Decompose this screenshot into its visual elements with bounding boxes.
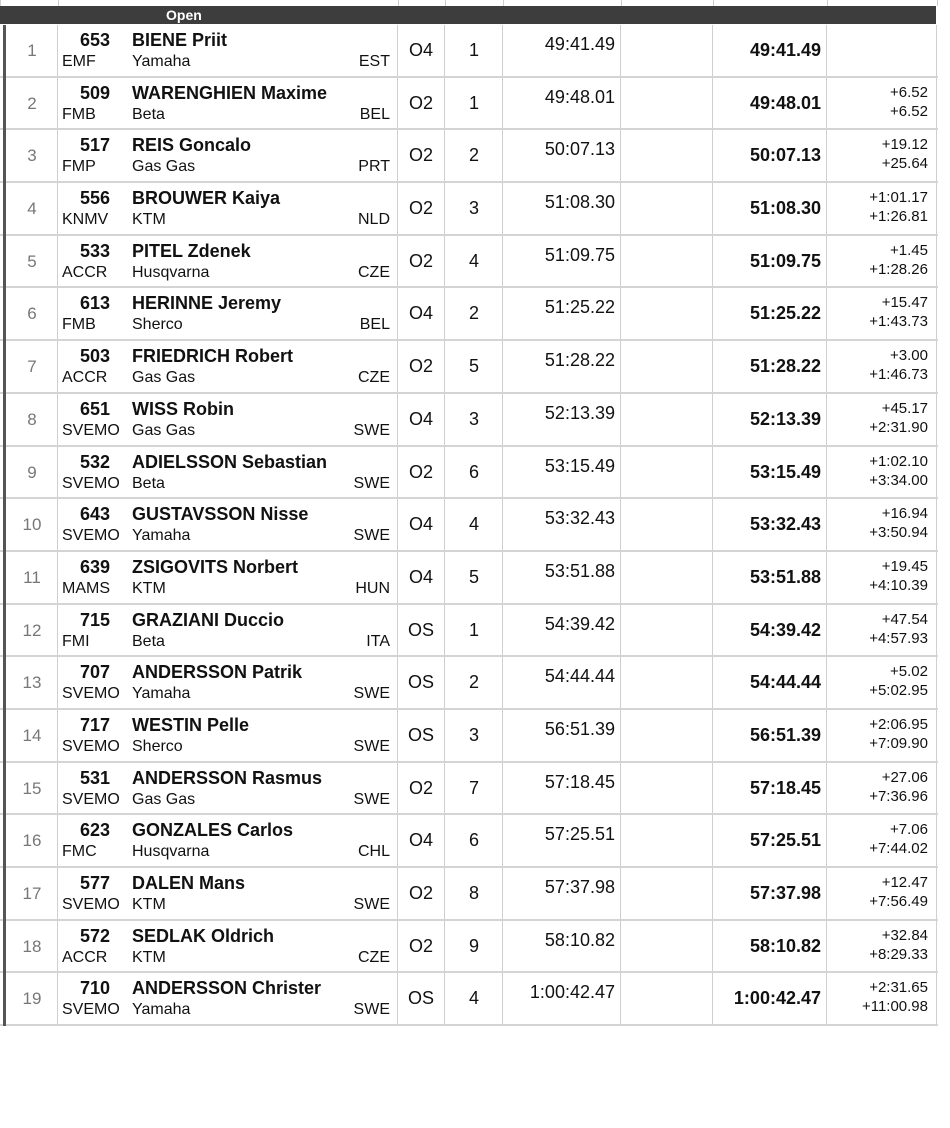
federation: ACCR bbox=[62, 263, 108, 281]
gap-first: +7:36.96 bbox=[869, 787, 928, 805]
nationality: CHL bbox=[357, 843, 390, 861]
class-position: 2 bbox=[468, 303, 479, 324]
gap-previous: +3.00 bbox=[890, 347, 928, 365]
nationality: BEL bbox=[359, 105, 390, 123]
gap-first: +25.64 bbox=[881, 155, 928, 173]
motorcycle-brand: KTM bbox=[132, 896, 166, 913]
rider-name: BROUWER Kaiya bbox=[132, 188, 281, 209]
class-position: 3 bbox=[468, 408, 479, 429]
rider-number: 710 bbox=[79, 978, 110, 999]
total-time: 49:41.49 bbox=[749, 40, 821, 60]
federation: SVEMO bbox=[62, 790, 120, 808]
position: 3 bbox=[27, 146, 37, 166]
class-position: 6 bbox=[468, 830, 479, 851]
class: O2 bbox=[408, 250, 433, 271]
position: 14 bbox=[22, 725, 42, 745]
position: 6 bbox=[27, 304, 37, 324]
class: OS bbox=[407, 672, 434, 693]
class: O2 bbox=[408, 777, 433, 798]
position: 18 bbox=[22, 936, 42, 956]
rider-name: SEDLAK Oldrich bbox=[132, 925, 275, 946]
table-row bbox=[0, 78, 938, 131]
rider-number: 639 bbox=[79, 556, 110, 577]
gap-first: +1:43.73 bbox=[869, 313, 928, 331]
gap-previous: +15.47 bbox=[881, 294, 928, 312]
position: 10 bbox=[22, 515, 42, 535]
rider-name: HERINNE Jeremy bbox=[132, 293, 282, 314]
rider-name: ANDERSSON Patrik bbox=[132, 662, 303, 683]
nationality: SWE bbox=[353, 685, 390, 703]
class-position: 4 bbox=[468, 514, 479, 535]
rider-number: 531 bbox=[79, 767, 110, 788]
class-position: 4 bbox=[468, 250, 479, 271]
class: O2 bbox=[408, 145, 433, 166]
total-time: 53:51.88 bbox=[749, 566, 821, 587]
rider-number: 556 bbox=[79, 188, 110, 209]
class: O4 bbox=[408, 40, 433, 60]
rider-name: GRAZIANI Duccio bbox=[132, 609, 285, 630]
nationality: SWE bbox=[353, 474, 390, 492]
position: 13 bbox=[22, 673, 42, 693]
total-time: 51:08.30 bbox=[749, 198, 821, 219]
gap-first: +1:26.81 bbox=[869, 208, 928, 226]
total-time: 49:48.01 bbox=[749, 92, 821, 113]
federation: EMF bbox=[62, 53, 96, 70]
gap-first: +4:57.93 bbox=[869, 629, 928, 647]
motorcycle-brand: Beta bbox=[132, 474, 165, 492]
position: 4 bbox=[27, 199, 37, 219]
rider-number: 533 bbox=[79, 240, 110, 261]
lap-time: 51:25.22 bbox=[544, 297, 615, 318]
class-position: 3 bbox=[468, 724, 479, 745]
motorcycle-brand: Gas Gas bbox=[132, 158, 196, 176]
table-row bbox=[0, 710, 938, 763]
rider-name: REIS Goncalo bbox=[132, 135, 252, 156]
gap-previous: +32.84 bbox=[881, 926, 928, 944]
federation: ACCR bbox=[62, 369, 108, 387]
total-time: 53:15.49 bbox=[749, 461, 821, 482]
lap-time: 53:51.88 bbox=[544, 560, 615, 581]
nationality: CZE bbox=[358, 948, 390, 966]
gap-first: +8:29.33 bbox=[869, 945, 928, 963]
total-time: 51:25.22 bbox=[749, 303, 821, 324]
class-position: 8 bbox=[468, 883, 479, 903]
total-time: 51:09.75 bbox=[749, 250, 821, 271]
position: 19 bbox=[22, 989, 42, 1009]
nationality: NLD bbox=[357, 211, 390, 229]
gap-first: +1:46.73 bbox=[869, 366, 928, 384]
class: O2 bbox=[408, 92, 433, 113]
motorcycle-brand: Beta bbox=[132, 105, 165, 123]
nationality: ITA bbox=[366, 632, 390, 650]
nationality: BEL bbox=[359, 316, 390, 334]
class: OS bbox=[407, 619, 434, 640]
gap-previous: +1.45 bbox=[890, 241, 928, 259]
lap-time: 53:15.49 bbox=[544, 455, 615, 476]
nationality: SWE bbox=[353, 896, 390, 913]
rider-number: 572 bbox=[79, 925, 110, 946]
federation: FMP bbox=[62, 158, 96, 176]
federation: ACCR bbox=[62, 948, 108, 966]
position: 17 bbox=[22, 884, 42, 903]
federation: SVEMO bbox=[62, 421, 120, 439]
class-position: 1 bbox=[468, 92, 479, 113]
position: 16 bbox=[22, 831, 42, 851]
lap-time: 51:09.75 bbox=[544, 244, 615, 265]
class-header bbox=[0, 6, 936, 24]
rider-name: GUSTAVSSON Nisse bbox=[132, 504, 309, 525]
table-row bbox=[0, 183, 938, 236]
motorcycle-brand: Yamaha bbox=[132, 685, 191, 703]
gap-previous: +2:06.95 bbox=[869, 715, 928, 733]
lap-time: 52:13.39 bbox=[544, 402, 615, 423]
federation: SVEMO bbox=[62, 527, 120, 545]
position: 7 bbox=[27, 357, 37, 377]
gap-previous: +27.06 bbox=[881, 768, 928, 786]
motorcycle-brand: Sherco bbox=[132, 316, 183, 334]
federation: FMB bbox=[62, 105, 96, 123]
class-position: 6 bbox=[468, 461, 479, 482]
class: OS bbox=[407, 724, 434, 745]
rider-name: DALEN Mans bbox=[132, 873, 246, 893]
table-row bbox=[0, 552, 938, 605]
gap-previous: +16.94 bbox=[881, 505, 928, 523]
lap-time: 57:18.45 bbox=[544, 771, 615, 792]
gap-previous: +1:02.10 bbox=[869, 452, 928, 470]
gap-previous: +5.02 bbox=[890, 663, 928, 681]
motorcycle-brand: Beta bbox=[132, 632, 165, 650]
rider-number: 717 bbox=[79, 714, 110, 735]
class-position: 7 bbox=[468, 777, 479, 798]
class: O2 bbox=[408, 356, 433, 377]
class: O4 bbox=[408, 830, 433, 851]
gap-previous: +1:01.17 bbox=[869, 189, 928, 207]
results-table bbox=[0, 25, 938, 1026]
nationality: SWE bbox=[353, 737, 390, 755]
table-row bbox=[0, 657, 938, 710]
rider-number: 643 bbox=[79, 504, 110, 525]
motorcycle-brand: Yamaha bbox=[132, 1001, 191, 1019]
motorcycle-brand: Husqvarna bbox=[132, 843, 210, 861]
lap-time: 49:48.01 bbox=[544, 86, 615, 107]
rider-name: BIENE Priit bbox=[132, 30, 228, 50]
lap-time: 50:07.13 bbox=[544, 139, 615, 160]
class: O2 bbox=[408, 461, 433, 482]
class: O2 bbox=[408, 883, 433, 903]
nationality: SWE bbox=[353, 790, 390, 808]
nationality: CZE bbox=[358, 369, 390, 387]
total-time: 56:51.39 bbox=[749, 724, 821, 745]
rider-name: ANDERSSON Rasmus bbox=[132, 767, 323, 788]
federation: FMB bbox=[62, 316, 96, 334]
motorcycle-brand: KTM bbox=[132, 948, 166, 966]
rider-name: ADIELSSON Sebastian bbox=[132, 451, 328, 472]
gap-previous: +7.06 bbox=[890, 821, 928, 839]
rider-number: 613 bbox=[79, 293, 110, 314]
rider-name: FRIEDRICH Robert bbox=[132, 346, 293, 367]
federation: MAMS bbox=[62, 579, 110, 597]
position: 1 bbox=[27, 41, 37, 60]
position: 11 bbox=[23, 567, 41, 587]
gap-first: +7:09.90 bbox=[869, 734, 928, 752]
position: 15 bbox=[22, 778, 42, 798]
motorcycle-brand: Husqvarna bbox=[132, 263, 210, 281]
class-position: 9 bbox=[468, 935, 479, 956]
federation: SVEMO bbox=[62, 1001, 120, 1019]
gap-first: +3:50.94 bbox=[869, 524, 928, 542]
rider-number: 715 bbox=[79, 609, 110, 630]
federation: KNMV bbox=[62, 211, 109, 229]
table-row bbox=[0, 868, 938, 921]
gap-previous: +47.54 bbox=[881, 610, 928, 628]
class-position: 2 bbox=[468, 672, 479, 693]
gap-first: +3:34.00 bbox=[869, 471, 928, 489]
rider-name: WISS Robin bbox=[132, 398, 234, 419]
rider-name: WESTIN Pelle bbox=[132, 714, 250, 735]
table-row bbox=[0, 394, 938, 447]
class: O4 bbox=[408, 566, 433, 587]
total-time: 53:32.43 bbox=[749, 514, 821, 535]
gap-first: +6.52 bbox=[890, 102, 928, 120]
class-position: 5 bbox=[468, 356, 479, 377]
position: 5 bbox=[27, 251, 37, 271]
class: O4 bbox=[408, 303, 433, 324]
gap-first: +1:28.26 bbox=[869, 260, 928, 278]
gap-previous: +19.12 bbox=[881, 136, 928, 154]
lap-time: 56:51.39 bbox=[544, 718, 615, 739]
rider-name: ANDERSSON Christer bbox=[132, 978, 322, 999]
total-time: 57:18.45 bbox=[749, 777, 821, 798]
class: O4 bbox=[408, 514, 433, 535]
class: O2 bbox=[408, 935, 433, 956]
rider-number: 653 bbox=[79, 30, 110, 50]
class-position: 1 bbox=[468, 40, 479, 60]
lap-time: 57:25.51 bbox=[544, 824, 615, 845]
class-position: 2 bbox=[468, 145, 479, 166]
total-time: 50:07.13 bbox=[749, 145, 821, 166]
motorcycle-brand: KTM bbox=[132, 211, 166, 229]
table-row bbox=[0, 341, 938, 394]
motorcycle-brand: Yamaha bbox=[132, 527, 191, 545]
class-position: 4 bbox=[468, 988, 479, 1009]
lap-time: 51:28.22 bbox=[544, 350, 615, 371]
gap-previous: +45.17 bbox=[881, 399, 928, 417]
position: 2 bbox=[27, 93, 37, 113]
nationality: HUN bbox=[355, 579, 390, 597]
rider-number: 532 bbox=[79, 451, 110, 472]
class-position: 3 bbox=[468, 198, 479, 219]
table-row bbox=[0, 130, 938, 183]
motorcycle-brand: Sherco bbox=[132, 737, 183, 755]
class-position: 5 bbox=[468, 566, 479, 587]
total-time: 51:28.22 bbox=[749, 356, 821, 377]
nationality: SWE bbox=[353, 1001, 390, 1019]
gap-first: +7:56.49 bbox=[869, 893, 928, 910]
position: 12 bbox=[22, 620, 42, 640]
lap-time: 57:37.98 bbox=[544, 877, 615, 897]
total-time: 57:37.98 bbox=[749, 883, 821, 903]
lap-time: 58:10.82 bbox=[544, 929, 615, 950]
motorcycle-brand: Gas Gas bbox=[132, 421, 196, 439]
federation: SVEMO bbox=[62, 737, 120, 755]
gap-first: +5:02.95 bbox=[869, 682, 928, 700]
gap-first: +11:00.98 bbox=[861, 998, 928, 1016]
class: OS bbox=[407, 988, 434, 1009]
motorcycle-brand: Gas Gas bbox=[132, 790, 196, 808]
federation: FMI bbox=[62, 632, 90, 650]
table-row bbox=[0, 499, 938, 552]
table-row bbox=[0, 236, 938, 289]
total-time: 57:25.51 bbox=[749, 830, 821, 851]
rider-name: ZSIGOVITS Norbert bbox=[132, 556, 299, 577]
position: 8 bbox=[27, 409, 37, 429]
gap-previous: +6.52 bbox=[890, 83, 928, 101]
gap-previous: +2:31.65 bbox=[869, 979, 928, 997]
rider-number: 503 bbox=[79, 346, 110, 367]
gap-first: +4:10.39 bbox=[869, 576, 928, 594]
rider-name: WARENGHIEN Maxime bbox=[132, 82, 328, 103]
lap-time: 54:39.42 bbox=[544, 613, 615, 634]
class: O2 bbox=[408, 198, 433, 219]
lap-time: 53:32.43 bbox=[544, 508, 615, 529]
rider-name: PITEL Zdenek bbox=[132, 240, 251, 261]
table-row bbox=[0, 973, 938, 1026]
motorcycle-brand: Yamaha bbox=[132, 53, 191, 70]
table-row bbox=[0, 605, 938, 658]
motorcycle-brand: KTM bbox=[132, 579, 166, 597]
federation: SVEMO bbox=[62, 896, 120, 913]
class-title: Open bbox=[166, 7, 202, 23]
lap-time: 1:00:42.47 bbox=[529, 982, 615, 1003]
nationality: SWE bbox=[353, 527, 390, 545]
table-row bbox=[0, 815, 938, 868]
federation: FMC bbox=[62, 843, 97, 861]
lap-time: 51:08.30 bbox=[544, 192, 615, 213]
nationality: PRT bbox=[358, 158, 390, 176]
total-time: 58:10.82 bbox=[749, 935, 821, 956]
table-row bbox=[0, 921, 938, 974]
rider-number: 517 bbox=[79, 135, 110, 156]
nationality: SWE bbox=[353, 421, 390, 439]
nationality: CZE bbox=[358, 263, 390, 281]
lap-time: 49:41.49 bbox=[544, 34, 615, 54]
total-time: 54:44.44 bbox=[749, 672, 821, 693]
rider-number: 577 bbox=[79, 873, 110, 893]
gap-first: +7:44.02 bbox=[869, 840, 928, 858]
gap-previous: +19.45 bbox=[881, 557, 928, 575]
rider-number: 707 bbox=[79, 662, 110, 683]
class-position: 1 bbox=[468, 619, 479, 640]
total-time: 52:13.39 bbox=[749, 408, 821, 429]
rider-name: GONZALES Carlos bbox=[132, 820, 294, 841]
position: 9 bbox=[27, 462, 37, 482]
rider-number: 509 bbox=[79, 82, 110, 103]
gap-previous: +12.47 bbox=[881, 874, 928, 891]
rider-number: 623 bbox=[79, 820, 110, 841]
nationality: EST bbox=[358, 53, 390, 70]
table-row bbox=[0, 763, 938, 816]
lap-time: 54:44.44 bbox=[544, 666, 615, 687]
rider-number: 651 bbox=[79, 398, 110, 419]
total-time: 1:00:42.47 bbox=[733, 988, 821, 1009]
class: O4 bbox=[408, 408, 433, 429]
gap-first: +2:31.90 bbox=[869, 418, 928, 436]
motorcycle-brand: Gas Gas bbox=[132, 369, 196, 387]
federation: SVEMO bbox=[62, 474, 120, 492]
table-row bbox=[0, 447, 938, 500]
table-row bbox=[0, 25, 938, 78]
total-time: 54:39.42 bbox=[749, 619, 821, 640]
federation: SVEMO bbox=[62, 685, 120, 703]
table-row bbox=[0, 288, 938, 341]
